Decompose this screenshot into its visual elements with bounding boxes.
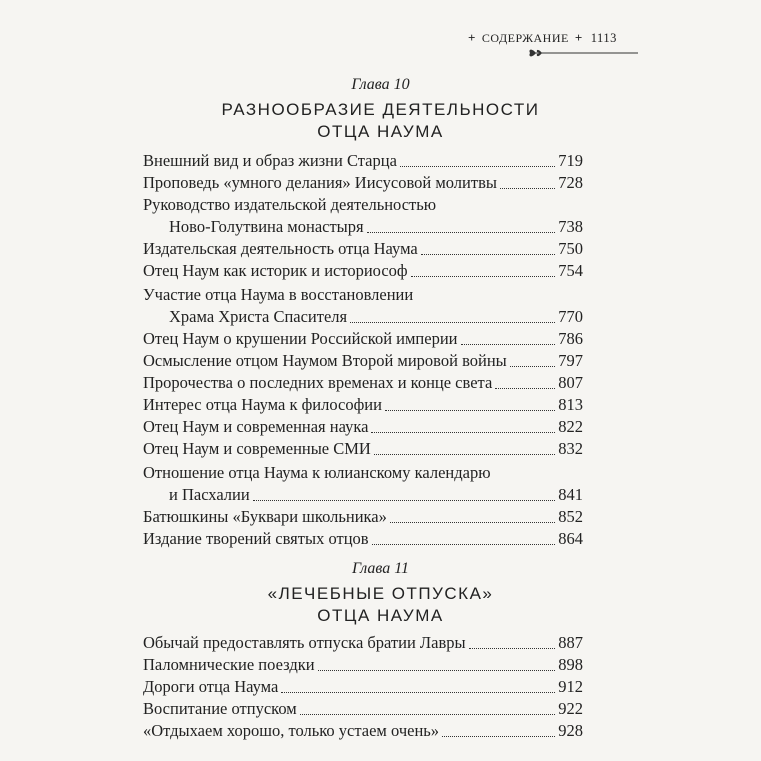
toc-entry[interactable]	[143, 350, 583, 372]
toc-entry[interactable]	[143, 720, 583, 742]
dot-leader	[281, 692, 555, 693]
chapter-10-title-line-1: РАЗНООБРАЗИЕ ДЕЯТЕЛЬНОСТИ	[221, 100, 540, 119]
toc-entry-page: 864	[558, 529, 583, 548]
toc-entry-title: Осмысление отцом Наумом Второй мировой войны	[143, 351, 507, 370]
toc-entry[interactable]	[143, 328, 583, 350]
dot-leader	[500, 188, 555, 189]
chapter-10-title-line-2: ОТЦА НАУМА	[317, 122, 444, 141]
dot-leader	[495, 388, 555, 389]
dot-leader	[371, 432, 555, 433]
toc-entry-title: Отец Наум и современная наука	[143, 417, 369, 436]
dot-leader	[469, 648, 556, 649]
toc-entry-page: 719	[558, 151, 583, 170]
running-head	[468, 28, 638, 48]
toc-entry-page: 770	[558, 307, 583, 326]
toc-entry[interactable]	[143, 194, 583, 238]
toc-entry[interactable]	[143, 416, 583, 438]
toc-entry-page: 912	[558, 677, 583, 696]
toc-entry-title: Внешний вид и образ жизни Старца	[143, 151, 397, 170]
toc-entry[interactable]	[143, 438, 583, 460]
toc-entry[interactable]	[143, 172, 583, 194]
toc-entry-page: 754	[558, 261, 583, 280]
chapter-11-label: Глава 11	[351, 560, 410, 577]
dot-leader	[400, 166, 555, 167]
toc-entry-page: 738	[558, 217, 583, 236]
toc-entry-title: Проповедь «умного делания» Иисусовой молитвы	[143, 173, 497, 192]
dot-leader	[421, 254, 556, 255]
dot-leader	[253, 500, 556, 501]
toc-entry-page: 922	[558, 699, 583, 718]
toc-entry-title: Обычай предоставлять отпуска братии Лавры	[143, 633, 466, 652]
toc-entry-page: 928	[558, 721, 583, 740]
toc-entry[interactable]	[143, 394, 583, 416]
toc-entry-title: Отец Наум и современные СМИ	[143, 439, 371, 458]
dot-leader	[411, 276, 556, 277]
toc-entry-title-cont: Храма Христа Спасителя	[169, 307, 348, 326]
dot-leader	[390, 522, 555, 523]
dot-leader	[372, 544, 556, 545]
toc-entry-title: Интерес отца Наума к философии	[143, 395, 382, 414]
dot-leader	[461, 344, 556, 345]
toc-entry-page: 786	[558, 329, 583, 348]
toc-entry-page: 898	[558, 655, 583, 674]
toc-entry-page: 813	[558, 395, 583, 414]
toc-entry[interactable]	[143, 372, 583, 394]
chapter-11-title-line-2: ОТЦА НАУМА	[317, 606, 444, 625]
toc-entry-page: 797	[558, 351, 583, 370]
dot-leader	[442, 736, 555, 737]
running-head-mark-right: +	[574, 30, 583, 45]
toc-entry-page: 822	[558, 417, 583, 436]
toc-entry[interactable]	[143, 676, 583, 698]
leaf-vine-ornament-icon	[528, 46, 640, 60]
toc-entry[interactable]	[143, 528, 583, 550]
toc-entry-title-cont: Ново-Голутвина монастыря	[169, 217, 364, 236]
toc-entry[interactable]	[143, 632, 583, 654]
toc-entry-page: 841	[558, 485, 583, 504]
toc-entry-page: 852	[558, 507, 583, 526]
toc-entry-title: Батюшкины «Буквари школьника»	[143, 507, 387, 526]
toc-entry-title: Дороги отца Наума	[143, 677, 279, 696]
toc-entry-title: Пророчества о последних временах и конце света	[143, 373, 493, 392]
toc-entry-title: Издательская деятельность отца Наума	[143, 239, 418, 258]
running-head-section: СОДЕРЖАНИЕ	[481, 30, 569, 45]
chapter-10-label: Глава 10	[351, 76, 410, 93]
toc-entry-title: Издание творений святых отцов	[143, 529, 369, 548]
toc-entry-page: 887	[558, 633, 583, 652]
toc-entry[interactable]	[143, 238, 583, 260]
dot-leader	[350, 322, 555, 323]
dot-leader	[318, 670, 556, 671]
running-head-mark-left: +	[468, 30, 476, 45]
toc-entry[interactable]	[143, 654, 583, 676]
dot-leader	[367, 232, 556, 233]
toc-entry-page: 807	[558, 373, 583, 392]
dot-leader	[300, 714, 556, 715]
toc-entry[interactable]	[143, 284, 583, 328]
toc-entry[interactable]	[143, 462, 583, 506]
toc-entry-title: Отец Наум как историк и историософ	[143, 261, 408, 280]
dot-leader	[374, 454, 555, 455]
toc-entry-title: Участие отца Наума в восстановлении	[143, 285, 414, 304]
toc-entry-page: 728	[558, 173, 583, 192]
chapter-11-title-line-1: «ЛЕЧЕБНЫЕ ОТПУСКА»	[267, 584, 494, 603]
toc-entry[interactable]	[143, 698, 583, 720]
dot-leader	[385, 410, 555, 411]
toc-entry-title: Отец Наум о крушении Российской империи	[143, 329, 458, 348]
toc-entry[interactable]	[143, 506, 583, 528]
toc-entry-title: Воспитание отпуском	[143, 699, 297, 718]
toc-entry-title: «Отдыхаем хорошо, только устаем очень»	[143, 721, 440, 740]
toc-entry-title-cont: и Пасхалии	[169, 485, 250, 504]
toc-entry-page: 832	[558, 439, 583, 458]
dot-leader	[510, 366, 556, 367]
toc-entry-title: Отношение отца Наума к юлианскому календарю	[143, 463, 491, 482]
toc-entry-title: Паломнические поездки	[143, 655, 315, 674]
toc-entry-page: 750	[558, 239, 583, 258]
toc-entry-title: Руководство издательской деятельностью	[143, 195, 437, 214]
page-number: 1113	[590, 30, 617, 45]
toc-entry[interactable]	[143, 150, 583, 172]
toc-entry[interactable]	[143, 260, 583, 282]
